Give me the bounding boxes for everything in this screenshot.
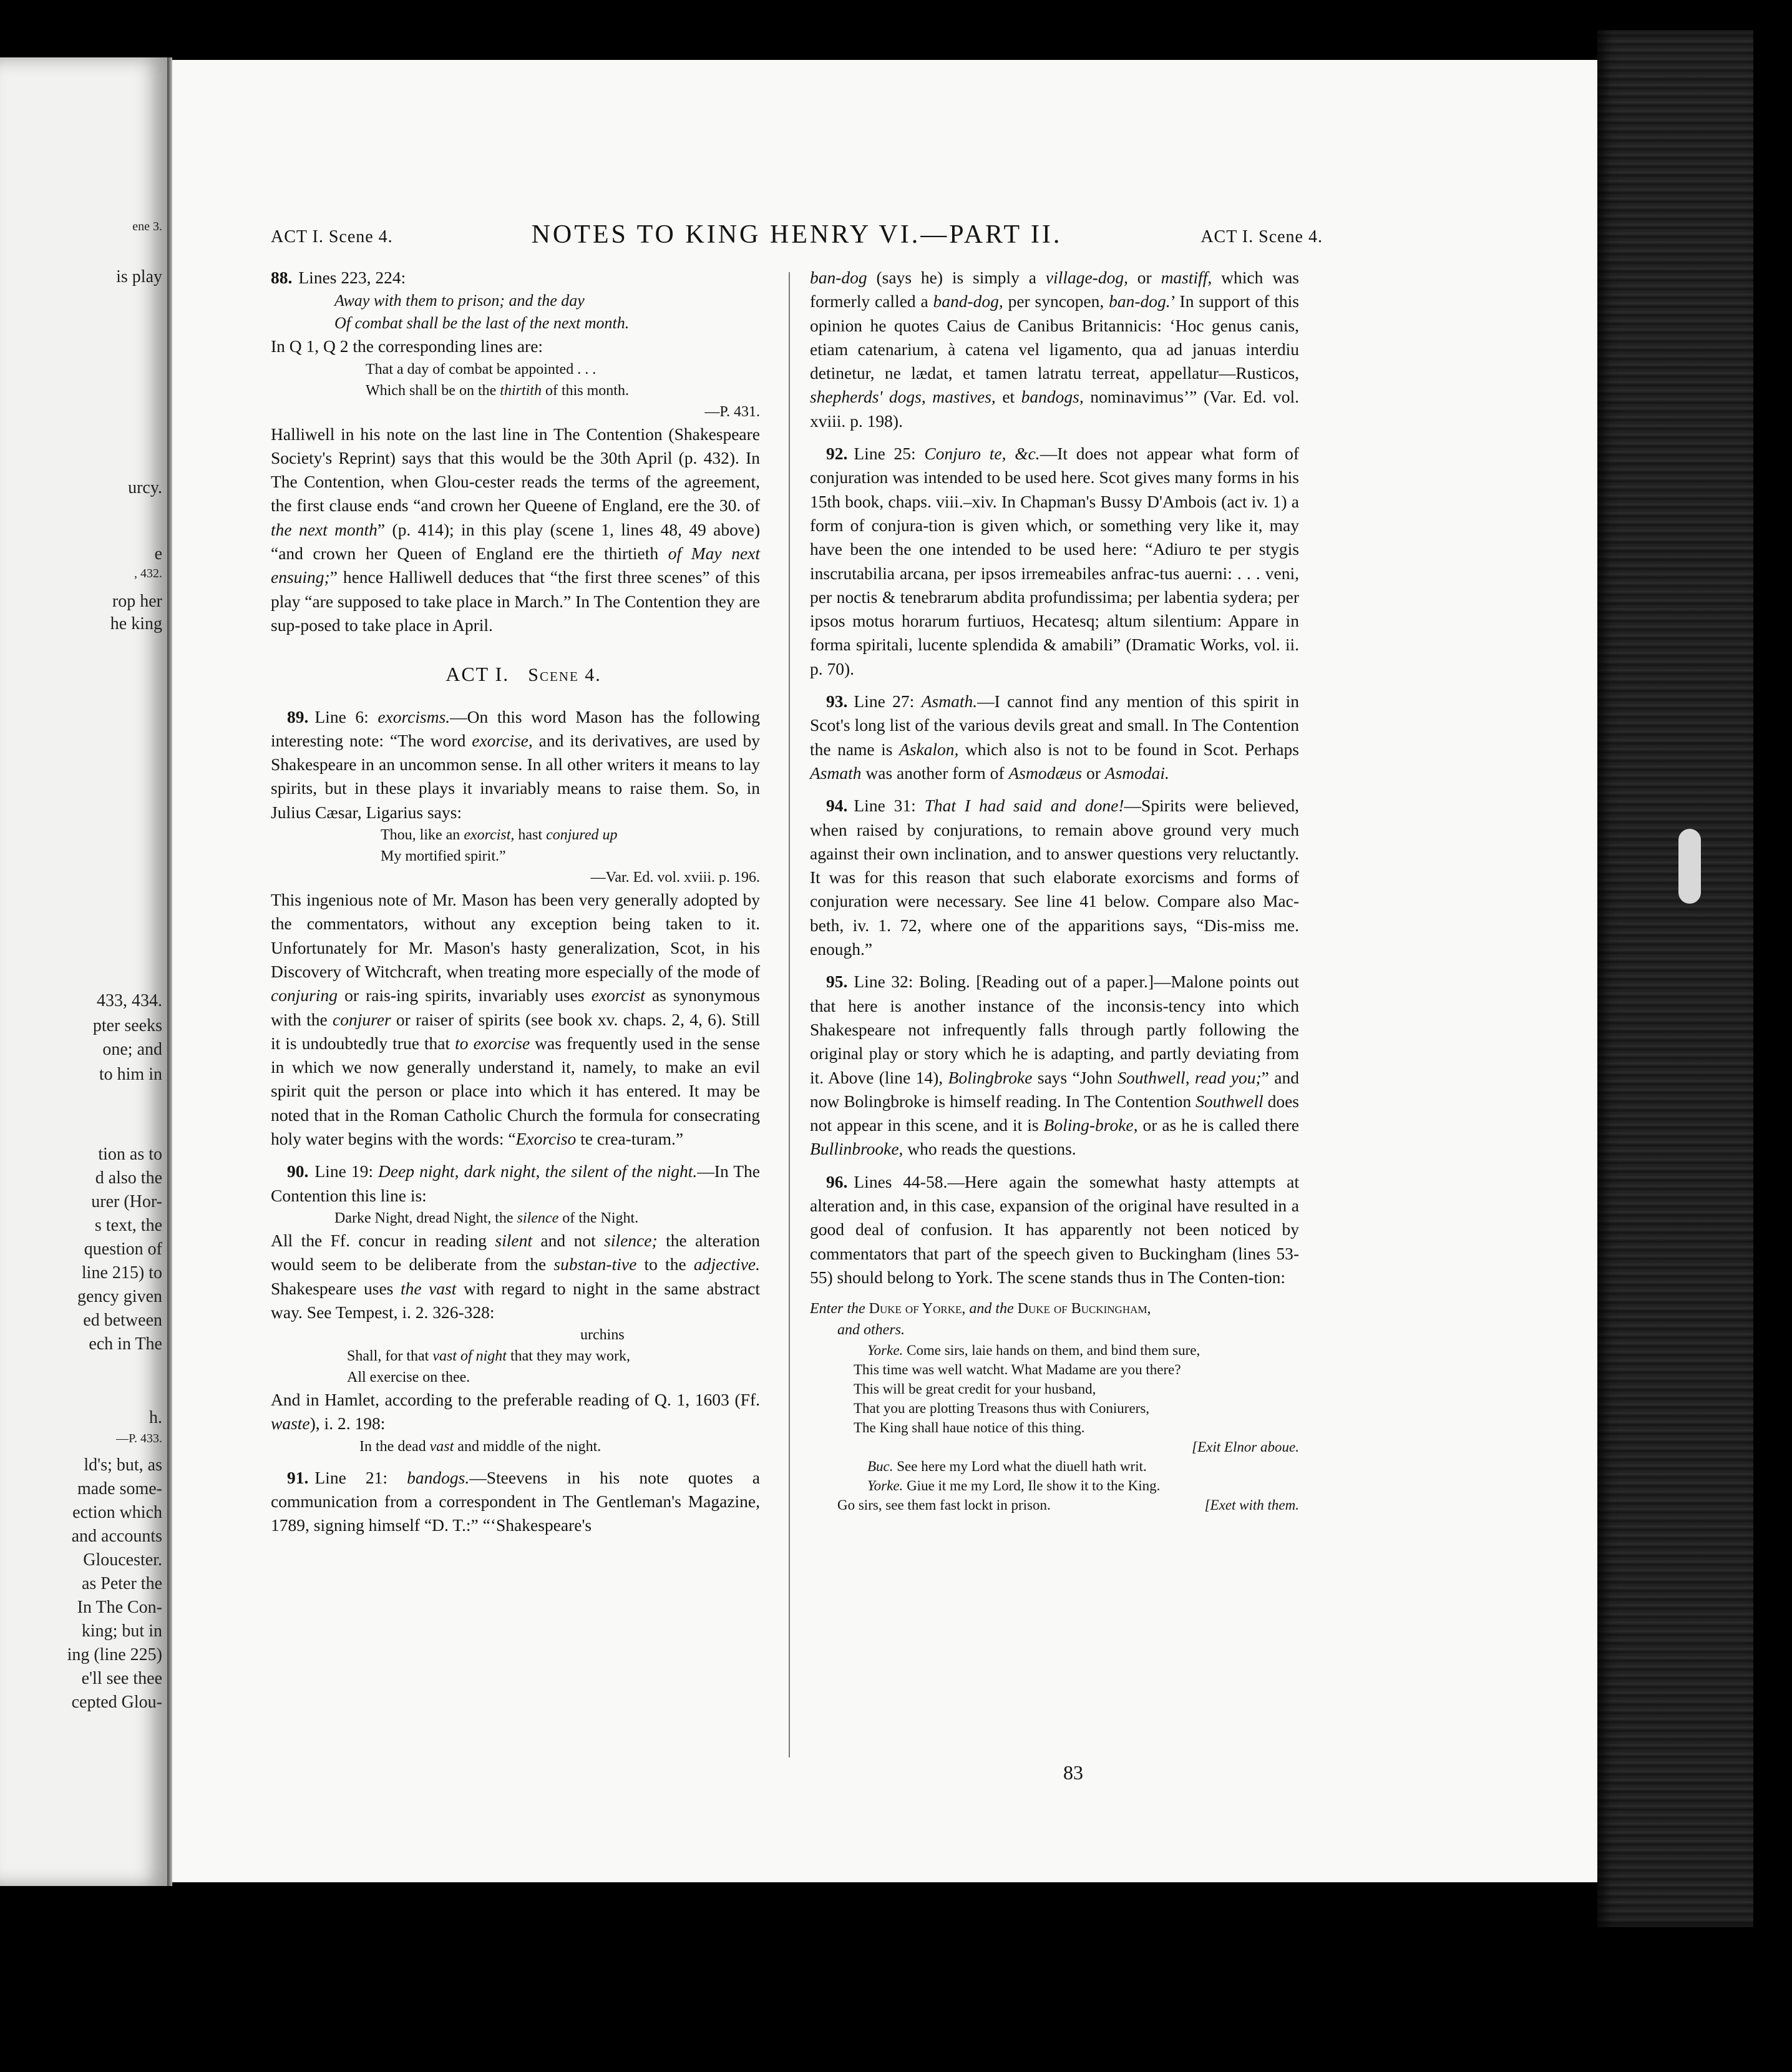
left-page-fragment: pter seeks — [92, 1016, 162, 1035]
left-page-fragment: —P. 433. — [116, 1432, 162, 1445]
note-text: or — [1127, 268, 1161, 287]
note-text: And in Hamlet, according to the preferable reading of Q. 1, 1603 (Ff. — [271, 1390, 760, 1410]
play-line: Giue it me my Lord, Ile show it to the King. — [903, 1478, 1161, 1494]
note-italic: Southwell, read you; — [1118, 1067, 1262, 1087]
left-page-fragment: as Peter the — [81, 1574, 162, 1593]
note-text: te crea-turam.” — [576, 1129, 684, 1149]
left-page-fragment: tion as to — [98, 1145, 162, 1164]
note-italic: the next month — [271, 519, 377, 539]
left-page-fragment: e'll see thee — [81, 1669, 162, 1688]
play-line: Go sirs, see them fast lockt in prison. — [837, 1497, 1051, 1513]
quote-italic: vast of night — [432, 1348, 507, 1365]
facing-left-page — [0, 57, 167, 1886]
note-text: says “John — [1032, 1067, 1118, 1087]
note-italic: waste — [271, 1414, 310, 1434]
quote-fragment: that they may work, — [506, 1348, 630, 1365]
note-italic: conjuring — [271, 985, 338, 1005]
note-italic: to exorcise — [455, 1033, 530, 1053]
note-text: with regard to night in the same abstract way. See Tempest, i. 2. 326-328: — [271, 1278, 760, 1322]
note-number: 96. — [826, 1171, 848, 1191]
note-text: nominavimus’” (Var. Ed. vol. xviii. p. 198). — [810, 387, 1299, 431]
note-89 — [271, 705, 760, 1151]
note-text: Line 27: — [854, 691, 922, 711]
left-column — [271, 266, 760, 1538]
running-header — [271, 220, 1323, 257]
quote-line: urchins — [580, 1327, 625, 1344]
left-page-fragment: line 215) to — [81, 1263, 162, 1283]
note-88 — [271, 266, 760, 637]
note-number: 88. — [271, 268, 293, 287]
note-italic: silent — [495, 1230, 532, 1250]
scene-heading — [271, 662, 760, 687]
quote-italic: exorcist, — [464, 827, 515, 844]
note-93 — [810, 690, 1299, 785]
left-page-fragment: h. — [149, 1408, 162, 1427]
speaker-name: Buc. — [867, 1459, 894, 1475]
note-96 — [810, 1170, 1299, 1515]
stage-character: Duke of Buckingham, — [1017, 1301, 1151, 1317]
note-italic: adjective. — [693, 1254, 760, 1274]
note-italic: Exorciso — [515, 1129, 577, 1149]
note-91 — [271, 1466, 760, 1538]
verse-line: Away with them to prison; and the day — [334, 291, 585, 310]
quote-italic: silence — [517, 1209, 559, 1226]
note-italic: Conjuro te, &c. — [924, 444, 1040, 464]
column-rule — [789, 272, 790, 1757]
note-91-continued — [810, 266, 1299, 433]
note-label: Lines 223, 224: — [298, 268, 406, 287]
scene-heading-act: ACT I. — [446, 663, 510, 686]
header-title: NOTES TO KING HENRY VI.—PART II. — [531, 220, 1063, 249]
quote-italic: conjured up — [546, 827, 618, 844]
left-page-fragment: ene 3. — [132, 220, 162, 233]
note-italic: village-dog, — [1045, 268, 1128, 287]
left-page-fragment: s text, the — [94, 1216, 162, 1235]
quote-italic: vast — [429, 1438, 454, 1455]
note-text: the alteration would seem to be deliberate from the — [271, 1230, 760, 1274]
play-line: See here my Lord what the diuell hath writ. — [893, 1459, 1147, 1475]
verse-line: Of combat shall be the last of the next month. — [334, 314, 630, 333]
quote-fragment: of the Night. — [558, 1209, 639, 1226]
note-italic: exorcisms. — [377, 706, 450, 726]
left-page-fragment: king; but in — [81, 1621, 162, 1641]
note-italic: exorcise, — [472, 730, 533, 750]
scene-heading-scene: Scene 4. — [528, 665, 601, 686]
left-page-fragment: d also the — [95, 1168, 162, 1188]
left-page-fragment: and accounts — [71, 1527, 162, 1546]
stage-exit: [Exit Elnor aboue. — [1192, 1439, 1299, 1455]
stage-direction: and others. — [837, 1322, 905, 1339]
note-text: or raiser of spirits (see book xv. chaps. 2, 4, 6). Still it is undoubtedly true that — [271, 1009, 760, 1053]
note-text: who reads the questions. — [903, 1139, 1076, 1159]
note-paragraph: In Q 1, Q 2 the corresponding lines are: — [271, 336, 543, 356]
note-text: Lines 44-58.—Here again the somewhat hasty attempts at alteration and, in this case, expansion of the original have resulted in a good deal of confusion. It has apparently not been noticed by commentators that part of the speech given to Buckingham (lines 53-55) should belong to York. The scene stands thus in The Conten-tion: — [810, 1171, 1299, 1287]
left-page-fragment: 433, 434. — [97, 991, 162, 1010]
note-text: does not appear in this scene, and it is — [810, 1091, 1299, 1135]
note-number: 92. — [826, 444, 848, 464]
note-text: ” (p. 414); in this play (scene 1, lines 48, 49 above) “and crown her Queen of England ere the thirtieth — [271, 519, 760, 564]
left-page-fragment: ed between — [83, 1311, 162, 1330]
note-number: 91. — [287, 1467, 309, 1487]
left-page-fragment: question of — [84, 1239, 162, 1259]
note-italic: mastiff, — [1161, 268, 1212, 287]
note-text: —On this word Mason has the following interesting note: “The word — [271, 706, 760, 750]
note-90 — [271, 1160, 760, 1457]
quote-line: All exercise on thee. — [347, 1369, 470, 1386]
note-text: Line 32: Boling. [Reading out of a paper.]—Malone points out that here is another instance of the inconsis-tency into which Shakespeare not infrequently falls through partly following the original play or story which he is adapting, and partly deviating from it. Above (line 14), — [810, 972, 1299, 1087]
header-left: ACT I. Scene 4. — [271, 227, 393, 247]
note-italic: silence; — [604, 1230, 658, 1250]
play-line: The King shall haue notice of this thing. — [854, 1420, 1085, 1436]
note-italic: Bullinbrooke, — [810, 1139, 903, 1159]
left-page-fragment: In The Con- — [77, 1598, 162, 1617]
note-text: was frequently used in the sense in which we now generally understand it, namely, to make an evil spirit quit the person or place into which it has entered. It may be noted that in the Roman Catholic Church the formula for consecrating holy water begins with the words: “ — [271, 1033, 760, 1149]
note-92 — [810, 442, 1299, 681]
note-italic: Deep night, dark night, the silent of the night. — [378, 1161, 698, 1181]
left-page-fragment: ection which — [72, 1503, 162, 1522]
left-page-fragment: , 432. — [134, 567, 162, 580]
note-number: 95. — [826, 972, 848, 992]
left-page-fragment: urcy. — [128, 478, 162, 497]
note-text: All the Ff. concur in reading — [271, 1230, 495, 1250]
note-italic: Askalon, — [898, 739, 959, 759]
note-italic: band-dog, — [933, 291, 1003, 311]
note-italic: shepherds' dogs, mastives, — [810, 387, 996, 407]
note-text: Line 21: — [314, 1467, 407, 1487]
speaker-name: Yorke. — [867, 1478, 903, 1494]
quote-fragment: and middle of the night. — [454, 1438, 601, 1455]
note-italic: Asmath — [810, 763, 862, 783]
citation: —Var. Ed. vol. xviii. p. 196. — [590, 869, 760, 886]
note-text: —Steevens in his note quotes a communication from a correspondent in The Gentleman's Magazine, 1789, signing himself “D. T.:” “‘Shakespeare's — [271, 1467, 760, 1535]
speaker-name: Yorke. — [867, 1342, 903, 1359]
note-text: which also is not to be found in Scot. Perhaps — [958, 739, 1299, 759]
left-page-fragment: rop her — [112, 592, 162, 611]
note-italic: of May next ensuing; — [271, 544, 760, 587]
left-page-fragment: ech in The — [89, 1334, 162, 1354]
note-text: Shakespeare uses — [271, 1278, 401, 1298]
quote-line: My mortified spirit.” — [381, 848, 506, 865]
note-text: —I cannot find any mention of this spirit in Scot's long list of the various devils great and small. In The Contention the name is — [810, 691, 1299, 759]
left-page-fragment: Gloucester. — [83, 1550, 162, 1570]
bookmark-ribbon — [1678, 829, 1701, 904]
note-95 — [810, 970, 1299, 1161]
play-line: This time was well watcht. What Madame are you there? — [854, 1362, 1181, 1378]
note-italic: Asmodai. — [1104, 763, 1169, 783]
note-text: per syncopen, — [1003, 291, 1109, 311]
quote-fragment: Which shall be on the — [366, 382, 500, 399]
note-text: as synonymous with the — [271, 985, 760, 1029]
note-text: This ingenious note of Mr. Mason has been very generally adopted by the commentators, without any exception being taken to it. Unfortunately for Mr. Mason's hasty generalization, Scot, in his Discovery of Witchcraft, when treating more especially of the mode of — [271, 890, 760, 981]
note-number: 93. — [826, 691, 848, 711]
note-text: ), i. 2. 198: — [309, 1414, 386, 1434]
note-text: Line 31: — [854, 796, 925, 816]
quote-fragment: Shall, for that — [347, 1348, 433, 1365]
note-text: Line 19: — [314, 1161, 379, 1181]
note-italic: Asmodæus — [1008, 763, 1083, 783]
note-text: —It does not appear what form of conjuration was intended to be used here. Scot gives many forms in his 15th book, chaps. viii.–xiv. In Chapman's Bussy D'Ambois (act iv. 1) a form of conjura-tion is given which, or something very like it, may have been the one intended to be used here: “Adiuro te per stygis inscrutabilia arcana, per ipsos irremeabiles anfrac-tus auerni: . . . veni, per noctis & tenebrarum abdita profundissima; per labentia sydera; per ipsos motus horarum furtiuos, Hecatesq; altum silentium: Appare in forma spiritali, lucente splendida & amabili” (Dramatic Works, vol. ii. p. 70). — [810, 444, 1299, 678]
note-text: —In The Contention this line is: — [271, 1161, 761, 1205]
note-text: or — [1082, 763, 1105, 783]
play-line: That you are plotting Treasons thus with Coniurers, — [854, 1400, 1150, 1417]
right-column — [810, 266, 1299, 1515]
stage-exit: [Exet with them. — [1204, 1497, 1299, 1513]
note-text: or rais-ing spirits, invariably uses — [337, 985, 592, 1005]
book-edge — [1597, 30, 1753, 1927]
quote-fragment: Darke Night, dread Night, the — [334, 1209, 517, 1226]
page-number: 83 — [1063, 1761, 1083, 1784]
note-italic: exorcist — [591, 985, 645, 1005]
note-italic: substan-tive — [553, 1254, 637, 1274]
note-italic: ban-dog — [810, 268, 867, 287]
left-page-fragment: made some- — [77, 1479, 162, 1498]
header-right: ACT I. Scene 4. — [1200, 227, 1323, 247]
note-text: was another form of — [861, 763, 1009, 783]
note-text: (says he) is simply a — [867, 268, 1046, 287]
quote-fragment: In the dead — [359, 1438, 430, 1455]
note-text: to the — [636, 1254, 694, 1274]
left-page-fragment: is play — [116, 267, 162, 286]
play-line: This will be great credit for your husband, — [854, 1381, 1096, 1397]
play-line-with-exit — [837, 1495, 1299, 1515]
note-text: Line 6: — [314, 706, 378, 726]
note-number: 90. — [287, 1161, 309, 1181]
note-italic: the vast — [400, 1278, 457, 1298]
stage-character: Duke of Yorke, — [869, 1301, 966, 1317]
left-page-fragment: one; and — [102, 1040, 162, 1059]
citation: —P. 431. — [704, 403, 760, 420]
note-text: which was formerly called a — [810, 268, 1299, 311]
note-italic: Bolingbroke — [948, 1067, 1033, 1087]
note-text: —Spirits were believed, when raised by conjurations, to remain above ground very much against their own inclination, and to answer questions very reluctantly. It was for this reason that such elaborate exorcisms and forms of conjuration were necessary. See line 41 below. Compare also Mac-beth, iv. 1. 72, where one of the apparitions says, “Dis-miss me. enough.” — [810, 796, 1299, 959]
left-page-fragment: urer (Hor- — [91, 1192, 162, 1211]
quote-line: That a day of combat be appointed . . . — [366, 361, 597, 378]
left-page-fragment: gency given — [77, 1287, 162, 1306]
note-number: 89. — [287, 706, 309, 726]
note-italic: bandogs. — [407, 1467, 470, 1487]
note-italic: That I had said and done! — [924, 796, 1124, 816]
note-italic: Boling-broke, — [1043, 1115, 1138, 1135]
note-text: ” hence Halliwell deduces that “the first three scenes” of this play “are supposed to take place in March.” In The Contention they are sup-posed to take place in April. — [271, 567, 760, 635]
note-italic: bandogs, — [1021, 387, 1084, 407]
play-line: Come sirs, laie hands on them, and bind them sure, — [903, 1342, 1200, 1359]
left-page-fragment: he king — [110, 614, 162, 633]
left-page-fragment: e — [154, 544, 162, 564]
note-text: ” and now Bolingbroke is himself reading. In The Contention — [810, 1067, 1299, 1111]
note-text: and not — [532, 1230, 605, 1250]
note-italic: conjurer — [332, 1009, 391, 1029]
note-italic: ban-dog. — [1109, 291, 1171, 311]
note-94 — [810, 794, 1299, 961]
note-text: Line 25: — [854, 444, 925, 464]
note-text: and its derivatives, are used by Shakespeare in an uncommon sense. In all other writers it means to lay spirits, but in these plays it invariably means to raise them. So, in Julius Cæsar, Ligarius says: — [271, 730, 760, 822]
stage-direction: Enter the — [810, 1301, 869, 1317]
note-text: ’ In support of this opinion he quotes Caius de Canibus Britannicis: ‘Hoc genus canis, etiam catenarium, à catena vel ligamento, qua ad januas interdiu detinetur, ne lædat, et tamen latratu terreat, appellatur—Rusticos, — [810, 291, 1299, 383]
left-page-fragment: ld's; but, as — [84, 1455, 162, 1475]
quote-italic: thirtith — [500, 382, 542, 399]
note-text: et — [995, 387, 1021, 407]
left-page-fragment: to him in — [99, 1065, 162, 1084]
note-text: or as he is called there — [1137, 1115, 1300, 1135]
note-italic: Southwell — [1195, 1091, 1264, 1111]
book-gutter — [167, 57, 172, 1886]
note-number: 94. — [826, 796, 848, 816]
stage-direction: and the — [965, 1301, 1018, 1317]
quote-fragment: Thou, like an — [381, 827, 464, 844]
quote-fragment: hast — [514, 827, 547, 844]
note-italic: Asmath. — [921, 691, 978, 711]
left-page-fragment: cepted Glou- — [71, 1693, 162, 1712]
note-text: Halliwell in his note on the last line in The Contention (Shakespeare Society's Reprint) says that this would be the 30th April (p. 432). In The Contention, when Glou-cester reads the terms of the agreement, the first clause ends “and crown her Queene of England, ere the 30. of — [271, 424, 760, 516]
quote-fragment: of this month. — [541, 382, 629, 399]
left-page-fragment: ing (line 225) — [67, 1645, 162, 1664]
